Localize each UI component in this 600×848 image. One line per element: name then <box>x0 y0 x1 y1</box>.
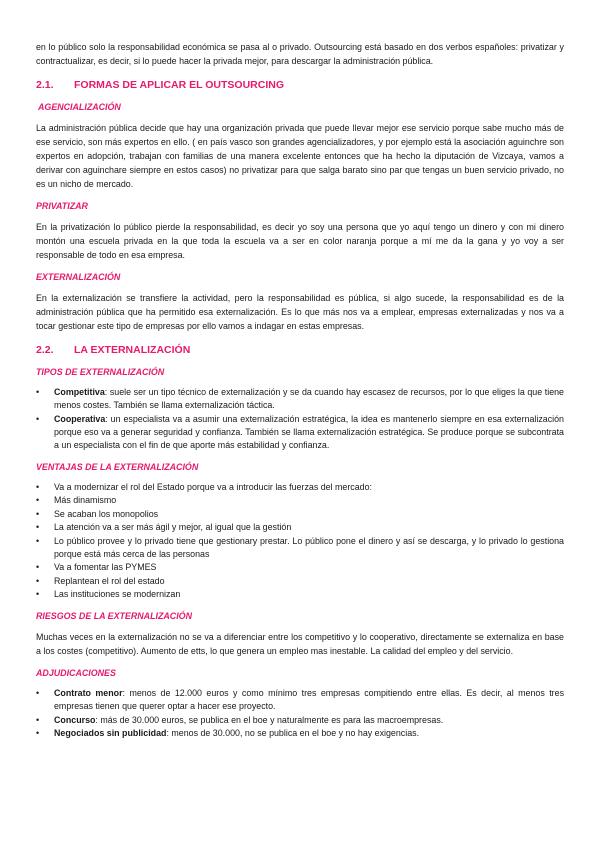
bullet-icon: • <box>36 508 40 519</box>
document-page <box>36 40 564 741</box>
adjudicaciones-list <box>36 687 564 740</box>
subheading-agencializacion: AGENCIALIZACIÓN <box>38 102 121 112</box>
bullet-icon: • <box>36 413 40 424</box>
paragraph-privatizar: En la privatización lo público pierde la responsabilidad, es decir yo soy una persona que yo aquí tengo un dinero y con mi dinero montón una escuela privada en la que toda la escuela va a ser en color naranja porque a mí me da la gana y yo voy a ser responsable de todo en esa empresa. <box>36 222 564 260</box>
list-item-text: : suele ser un tipo técnico de externalización y se da cuando hay escasez de recursos, por lo que eliges la que tiene menos costes. También se llama externalización táctica. <box>54 387 564 410</box>
bullet-icon: • <box>36 481 40 492</box>
list-item: • Lo público provee y lo privado tiene que gestionary prestar. Lo público pone el dinero y así se descarga, y lo privado lo gestiona porque está más cerca de las personas <box>36 535 564 559</box>
paragraph-agencializacion: La administración pública decide que hay una organización privada que puede llevar mejor ese servicio porque sabe mucho más de ese servicio, son más expertos en ello. ( en país vasco son grandes agencializadores, y por ejemplo está la asociación aguinchre son expertos en adopción, trabajan con familias de una manera excelente entonces que ha hecho la diputación de Vizcaya, vamos a derivar con aguinchare siempre en estos casos) no privatizar para que salga barato sino par que tengas un buen servicio privado, no es un nicho de mercado. <box>36 123 564 189</box>
tipos-list <box>36 386 564 452</box>
list-item-text: : más de 30.000 euros, se publica en el boe y naturalmente es para las macroempresas. <box>95 714 444 725</box>
list-item: • Se acaban los monopolios <box>36 508 159 519</box>
list-item-term: Competitiva <box>54 387 105 397</box>
bullet-icon: • <box>36 387 40 397</box>
list-item <box>36 687 564 713</box>
bullet-icon: • <box>36 535 40 546</box>
list-item-text: : un especialista va a asumir una externalización estratégica, la idea es mantenerlo siempre en esa externalización porque eso va a generar seguridad y confianza. También se llama externalización estratégica. Se produce porque se subcontrata a un especialista con el fin de que aporte más estabilidad y confianza. <box>54 413 564 450</box>
list-item: • Va a fomentar las PYMES <box>36 562 157 572</box>
ventajas-list <box>36 481 564 602</box>
paragraph-externalizacion: En la externalización se transfiere la actividad, pero la responsabilidad es pública, si algo sucede, la responsabilidad es de la administración pública que ha permitido esa externalización. Es lo que más nos va a emplear, empresas externalizadas y nos va a tocar gestionar este tipo de empresas por ello vamos a indagar en estas empresas. <box>36 293 564 331</box>
subheading-ventajas: VENTAJAS DE LA EXTERNALIZACIÓN <box>36 461 199 472</box>
list-item: • Replantean el rol del estado <box>36 575 165 586</box>
list-item <box>36 413 564 452</box>
bullet-icon: • <box>36 589 40 599</box>
subheading-adjudicaciones: ADJUDICACIONES <box>36 668 116 678</box>
list-item <box>36 386 564 412</box>
list-item: • Va a modernizar el rol del Estado porque va a introducir las fuerzas del mercado: <box>36 481 373 492</box>
list-item: • Las instituciones se modernizan <box>36 589 181 599</box>
list-item-text: : menos de 12.000 euros y como mínimo tres empresas compitiendo entre ellas. Es decir, al menos tres empresas tienen que querer optar a hacer ese proyecto. <box>54 688 565 711</box>
section-title: FORMAS DE APLICAR EL OUTSOURCING <box>74 79 285 91</box>
section-title: LA EXTERNALIZACIÓN <box>74 344 191 356</box>
bullet-icon: • <box>36 575 40 586</box>
subheading-riesgos: RIESGOS DE LA EXTERNALIZACIÓN <box>36 611 192 621</box>
bullet-icon: • <box>36 728 40 738</box>
list-item <box>36 714 564 727</box>
bullet-icon: • <box>36 688 40 698</box>
list-item-term: Cooperativa <box>54 413 106 424</box>
subheading-privatizar: PRIVATIZAR <box>36 201 88 211</box>
list-item <box>36 727 564 740</box>
list-item-term: Concurso <box>54 714 96 725</box>
list-item-term: Contrato menor <box>54 688 123 698</box>
list-item-text: : menos de 30.000, no se publica en el boe y no hay exigencias. <box>166 728 420 738</box>
list-item: • Más dinamismo <box>36 495 117 505</box>
section-number: 2.1. <box>36 79 54 91</box>
bullet-icon: • <box>36 562 40 572</box>
paragraph-riesgos: Muchas veces en la externalización no se va a diferenciar entre los competitivo y lo cooperativo, directamente se externaliza en base a los costes (competitivo). Aumento de etts, lo que genera un empleo mas inestable. La calidad del empleo y del servicio. <box>36 632 564 656</box>
bullet-icon: • <box>36 714 40 725</box>
subheading-tipos: TIPOS DE EXTERNALIZACIÓN <box>36 367 165 377</box>
section-number: 2.2. <box>36 344 54 356</box>
list-item-term: Negociados sin publicidad <box>54 728 167 738</box>
bullet-icon: • <box>36 522 40 532</box>
list-item: • La atención va a ser más ágil y mejor, al igual que la gestión <box>36 522 292 532</box>
section-heading-2-2 <box>36 343 564 357</box>
bullet-icon: • <box>36 495 40 505</box>
subheading-externalizacion: EXTERNALIZACIÓN <box>36 272 121 282</box>
section-heading-2-1 <box>36 78 564 92</box>
intro-paragraph: en lo público solo la responsabilidad económica se pasa al o privado. Outsourcing está basado en dos verbos españoles: privatizar y contractualizar, es decir, si lo puede hacer la privada mejor, para descargar la administración pública. <box>36 42 564 66</box>
